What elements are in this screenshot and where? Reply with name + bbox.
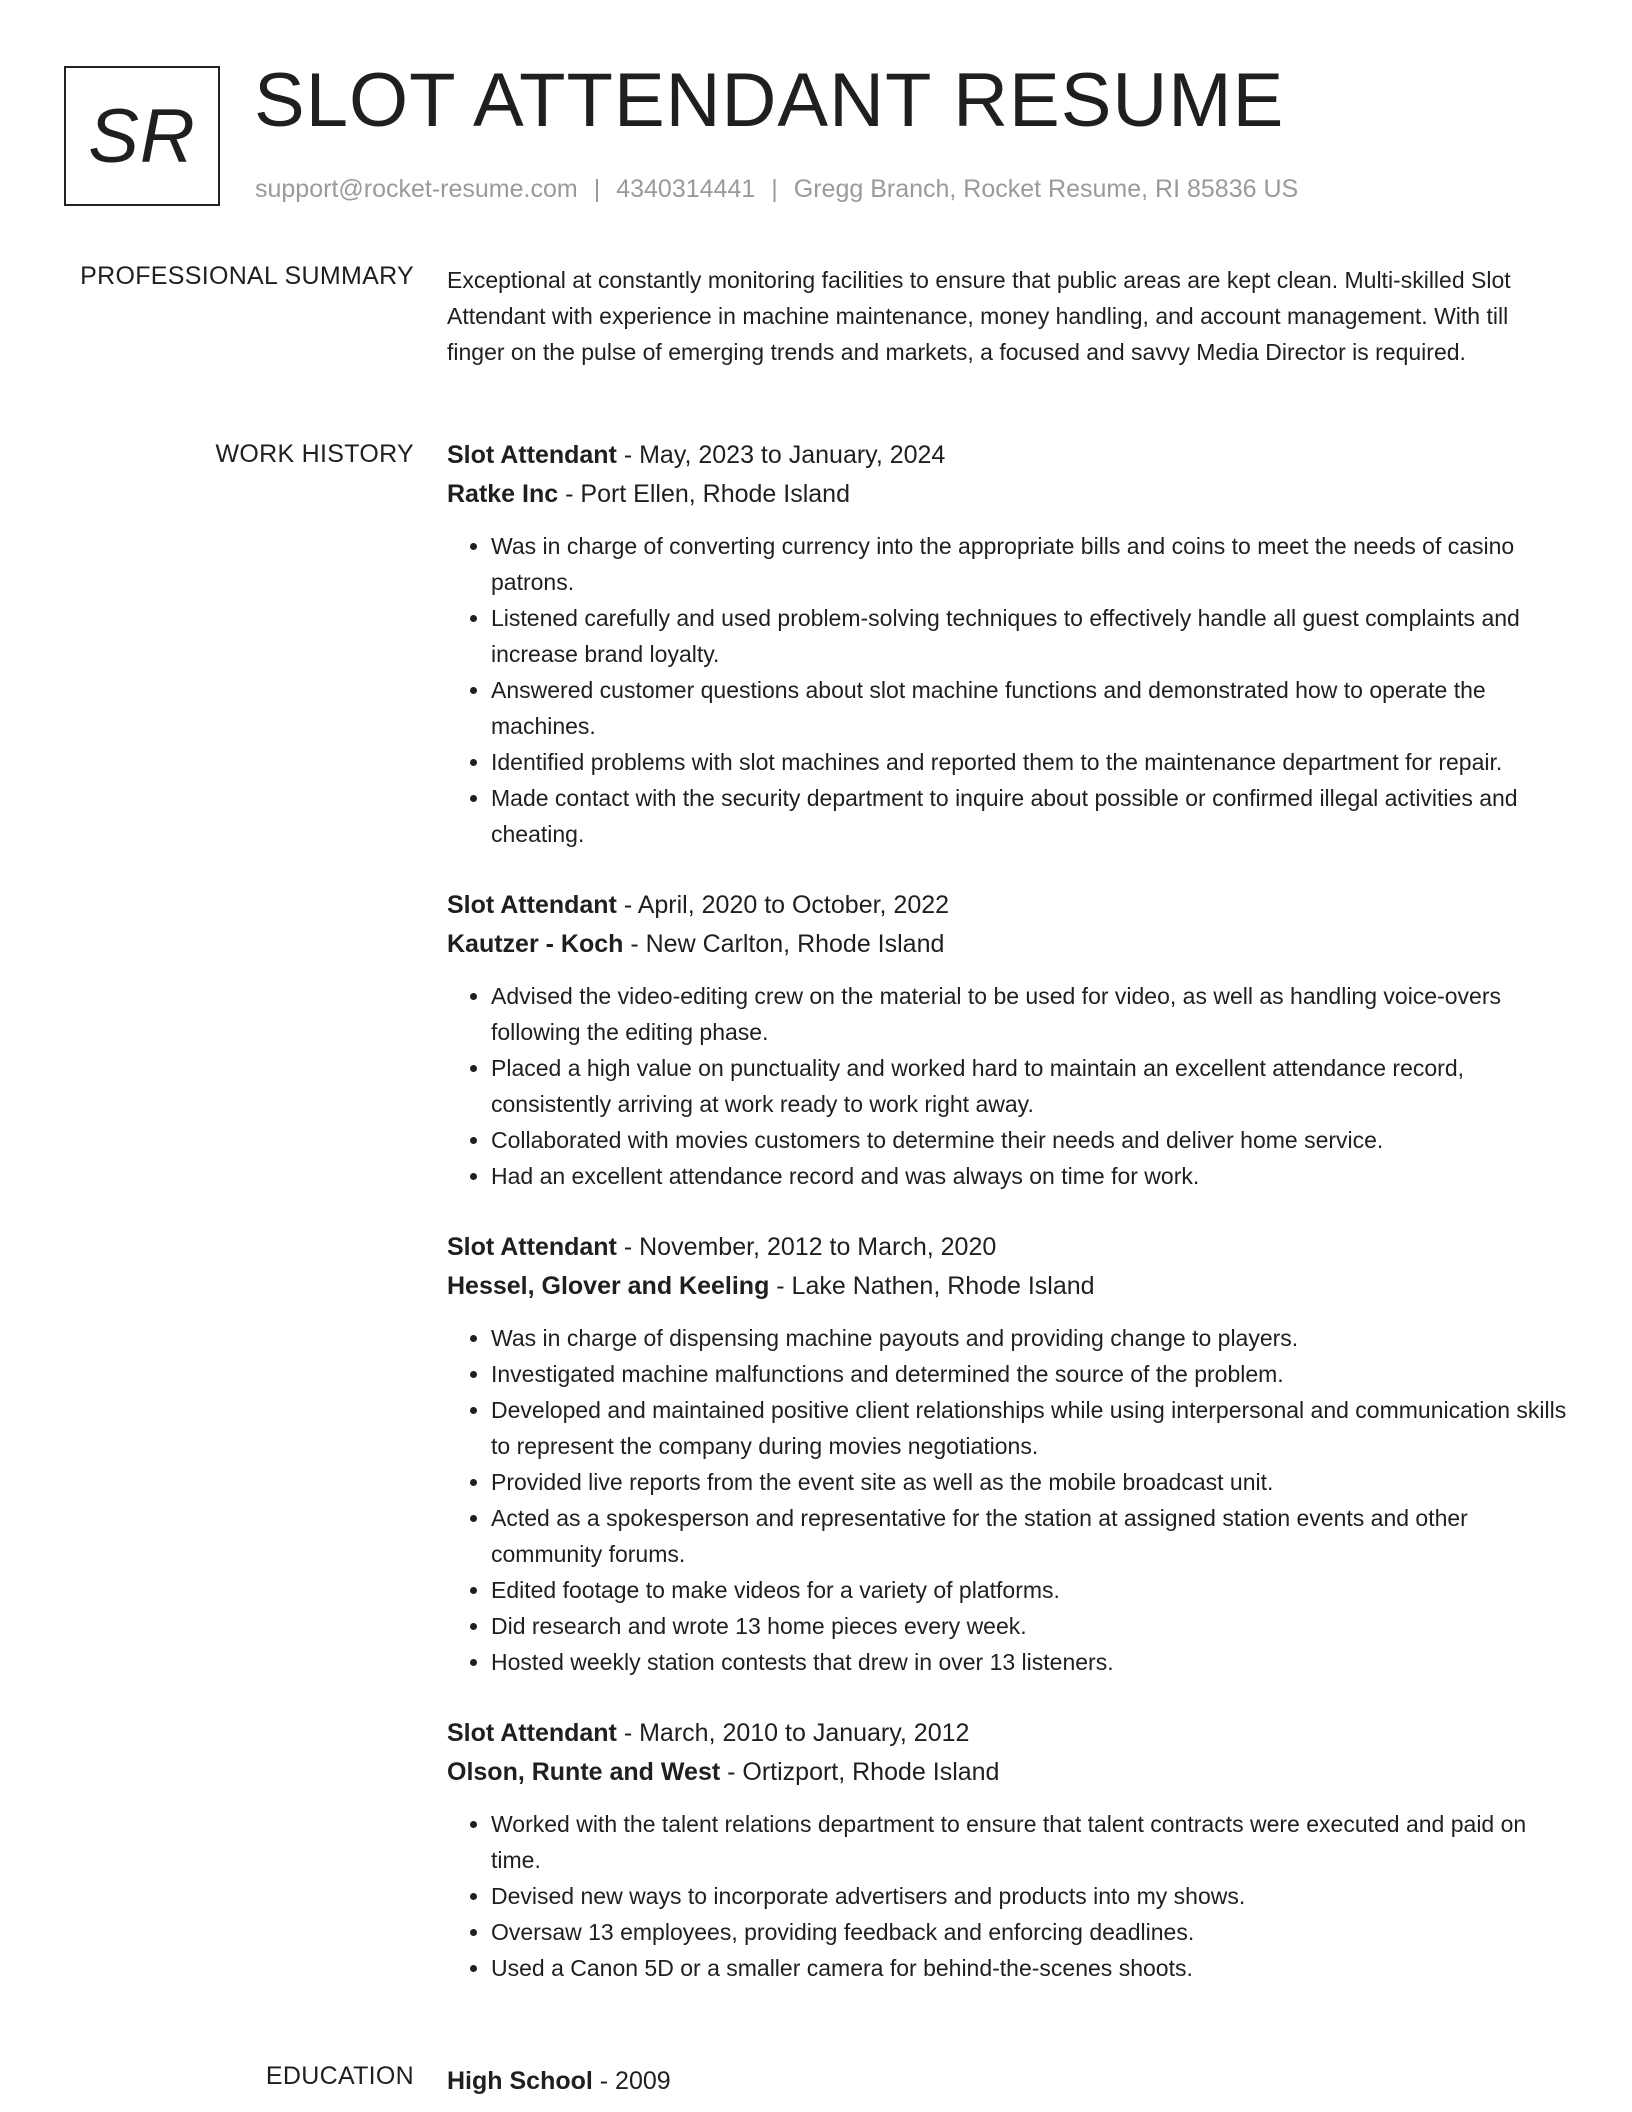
section-label-education: EDUCATION <box>265 2062 414 2090</box>
job-entry <box>447 436 1567 852</box>
job-title-line <box>447 436 1567 475</box>
job-title: Slot Attendant <box>447 1719 617 1747</box>
contact-email: support@rocket-resume.com <box>255 175 578 203</box>
job-bullet: • Worked with the talent relations department to ensure that talent contracts were executed and paid on time. <box>491 1806 1567 1878</box>
job-bullet: • Provided live reports from the event site as well as the mobile broadcast unit. <box>491 1464 1567 1500</box>
contact-line <box>255 175 1298 204</box>
job-bullet: • Used a Canon 5D or a smaller camera for behind-the-scenes shoots. <box>491 1950 1567 1986</box>
job-company: Ratke Inc <box>447 480 559 508</box>
job-bullet: • Listened carefully and used problem-solving techniques to effectively handle all guest complaints and increase brand loyalty. <box>491 600 1567 672</box>
job-entry <box>447 886 1567 1194</box>
job-bullet: • Acted as a spokesperson and representative for the station at assigned station events and other community forums. <box>491 1500 1567 1572</box>
job-bullet: • Placed a high value on punctuality and worked hard to maintain an excellent attendance record, consistently arriving at work ready to work right away. <box>491 1050 1567 1122</box>
job-location: - New Carlton, Rhode Island <box>623 930 945 958</box>
job-bullet: • Was in charge of converting currency into the appropriate bills and coins to meet the needs of casino patrons. <box>491 528 1567 600</box>
contact-address: Gregg Branch, Rocket Resume, RI 85836 US <box>793 175 1299 203</box>
job-entry <box>447 1228 1567 1680</box>
contact-separator: | <box>593 175 601 203</box>
job-title-line <box>447 1714 1567 1753</box>
job-company-line <box>447 1753 1567 1792</box>
summary-text: Exceptional at constantly monitoring facilities to ensure that public areas are kept clean. Multi-skilled Slot Attendant with experience in machine maintenance, money handling, and account management. With till finger on the pulse of emerging trends and markets, a focused and savvy Media Director is required. <box>447 267 1511 365</box>
job-title: Slot Attendant <box>447 1233 617 1261</box>
job-bullet: • Was in charge of dispensing machine payouts and providing change to players. <box>491 1320 1567 1356</box>
job-bullet: • Had an excellent attendance record and was always on time for work. <box>491 1158 1567 1194</box>
job-company: Kautzer - Koch <box>447 930 624 958</box>
job-title-line <box>447 1228 1567 1267</box>
job-location: - Port Ellen, Rhode Island <box>558 480 850 508</box>
job-company-line <box>447 475 1567 514</box>
job-company-line <box>447 1267 1567 1306</box>
job-bullet: • Answered customer questions about slot machine functions and demonstrated how to operate the machines. <box>491 672 1567 744</box>
job-bullet: • Collaborated with movies customers to determine their needs and deliver home service. <box>491 1122 1567 1158</box>
job-bullet: • Hosted weekly station contests that drew in over 13 listeners. <box>491 1644 1567 1680</box>
contact-separator: | <box>771 175 778 203</box>
job-dates: - May, 2023 to January, 2024 <box>616 441 946 469</box>
job-bullet: • Investigated machine malfunctions and determined the source of the problem. <box>491 1356 1567 1392</box>
job-dates: - November, 2012 to March, 2020 <box>616 1233 997 1261</box>
contact-phone: 4340314441 <box>616 175 756 203</box>
job-dates: - March, 2010 to January, 2012 <box>616 1719 970 1747</box>
section-label-work-history: WORK HISTORY <box>215 440 414 468</box>
job-company-line <box>447 925 1567 964</box>
job-dates: - April, 2020 to October, 2022 <box>616 891 950 919</box>
job-bullet-list <box>447 1320 1567 1680</box>
education-year: - 2009 <box>592 2067 671 2095</box>
jobs-list <box>447 436 1567 2020</box>
job-title: Slot Attendant <box>447 441 617 469</box>
section-label-summary: PROFESSIONAL SUMMARY <box>80 262 414 290</box>
job-bullet: • Devised new ways to incorporate advertisers and products into my shows. <box>491 1878 1567 1914</box>
job-title: Slot Attendant <box>447 891 617 919</box>
job-bullet-list <box>447 978 1567 1194</box>
job-bullet: • Did research and wrote 13 home pieces every week. <box>491 1608 1567 1644</box>
job-bullet: • Developed and maintained positive client relationships while using interpersonal and communication skills to represent the company during movies negotiations. <box>491 1392 1567 1464</box>
job-bullet: • Advised the video-editing crew on the material to be used for video, as well as handling voice-overs following the editing phase. <box>491 978 1567 1050</box>
summary-content <box>447 262 1567 370</box>
education-line <box>447 2062 1567 2101</box>
job-bullet: • Identified problems with slot machines and reported them to the maintenance department for repair. <box>491 744 1567 780</box>
education-degree: High School <box>447 2067 593 2095</box>
education-content <box>447 2062 1567 2101</box>
job-location: - Lake Nathen, Rhode Island <box>769 1272 1095 1300</box>
job-entry <box>447 1714 1567 1986</box>
monogram-badge: SR <box>64 66 220 206</box>
job-company: Hessel, Glover and Keeling <box>447 1272 770 1300</box>
job-bullet: • Edited footage to make videos for a variety of platforms. <box>491 1572 1567 1608</box>
job-bullet: • Oversaw 13 employees, providing feedback and enforcing deadlines. <box>491 1914 1567 1950</box>
job-title-line <box>447 886 1567 925</box>
job-bullet-list <box>447 1806 1567 1986</box>
resume-title: SLOT ATTENDANT RESUME <box>254 58 1285 143</box>
job-bullet-list <box>447 528 1567 852</box>
job-bullet: • Made contact with the security department to inquire about possible or confirmed illegal activities and cheating. <box>491 780 1567 852</box>
job-location: - Ortizport, Rhode Island <box>720 1758 1000 1786</box>
job-company: Olson, Runte and West <box>447 1758 721 1786</box>
